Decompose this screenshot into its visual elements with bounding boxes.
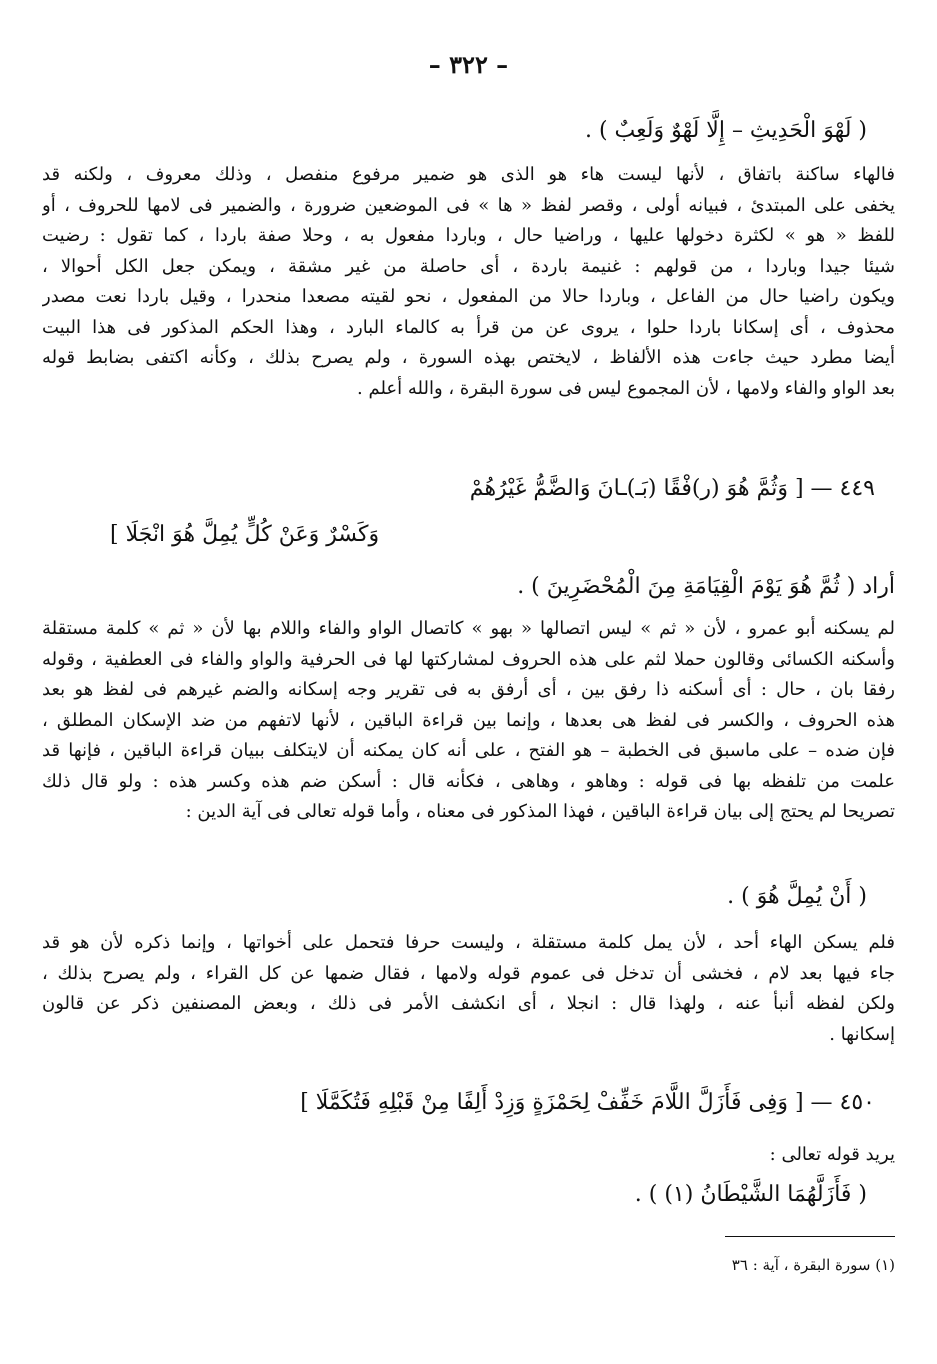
paragraph-line: أيضا مطرد حيث جاءت هذه الألفاظ ، لايختص بهذه السورة ، ولم يصرح بذلك ، وكأنه اكتفى بضابط قوله xyxy=(42,347,895,368)
paragraph-line: فالهاء ساكنة باتفاق ، لأنها ليست هاء هو الذى هو ضمير مرفوع منفصل ، وذلك معروف ، ولكنه قد xyxy=(42,164,895,185)
paragraph-line: إسكانها . xyxy=(829,1023,895,1045)
paragraph-line: بعد الواو والفاء ولامها ، لأن المجموع ليس فى سورة البقرة ، والله أعلم . xyxy=(357,377,895,399)
footnote-divider xyxy=(725,1236,895,1237)
paragraph-line: ولكن لفظه أنبأ عنه ، ولهذا قال : انجلا ، أى انكشف الأمر فى ذلك ، وبعض المصنفين ذكر عن قالون xyxy=(42,993,895,1014)
verse-450: ٤٥٠ — [ وَفِى فَأَزَلَّ اللَّامَ خَفِّفْ لِحَمْزَةٍ وَزِدْ أَلِفًا مِنْ قَبْلِهِ فَتُكَمَّلَا ] xyxy=(300,1090,875,1115)
quranic-quote-2: أراد ( ثُمَّ هُوَ يَوْمَ الْقِيَامَةِ مِنَ الْمُحْضَرِينَ ) . xyxy=(517,574,895,599)
paragraph-3 xyxy=(42,928,895,1050)
footnote: (١) سورة البقرة ، آية : ٣٦ xyxy=(731,1256,895,1274)
paragraph-line: وأسكنه الكسائى وقالون حملا لثم على هذه الحروف لمشاركتها لها فى الحرفية والواو والفاء فى العطفية ، وقوله xyxy=(42,648,895,670)
paragraph-line: للفظ « هو » لكثرة دخولها عليها ، وراضيا حال ، وباردا مفعول به ، وحلا صفة باردا ، كما تقول : رضيت xyxy=(42,225,895,246)
quranic-quote-3: ( أَنْ يُمِلَّ هُوَ ) . xyxy=(727,884,867,909)
paragraph-line: شيئا جيدا وباردا ، من قولهم : غنيمة باردة ، أى حاصلة من غير مشقة ، ويمكن جعل الكل أحوالا ، xyxy=(42,255,895,277)
paragraph-line: تصريحا لم يحتج إلى بيان قراءة الباقين ، فهذا المذكور فى معناه ، وأما قوله تعالى فى آية الدين : xyxy=(185,801,895,822)
paragraph-line: يريد قوله تعالى : xyxy=(769,1144,895,1165)
paragraph-line: علمت من تلفظه بها فى قوله : وهاهو ، وهاهى ، فكأنه قال : أسكن ضم هذه وكسر هذه : ولو قال ذلك xyxy=(42,770,895,792)
paragraph-1 xyxy=(42,160,895,404)
page-number: – ٣٢٢ – xyxy=(428,50,509,79)
paragraph-line: فإن ضده – على ماسبق فى الخطبة – هو الفتح ، على أنه كان يمكنه أن لايتكلف ببيان قراءة الباقين ، فإنها قد xyxy=(42,740,895,761)
paragraph-line: لم يسكنه أبو عمرو ، لأن « ثم » ليس اتصالها « بهو » كاتصال الواو والفاء واللام بها لأن « ثم » كلمة مستقلة xyxy=(42,618,895,639)
paragraph-4 xyxy=(42,1140,895,1171)
quranic-quote-4: ( فَأَزَلَّهُمَا الشَّيْطَانُ (١) ) . xyxy=(634,1182,867,1207)
verse-449-line-1: ٤٤٩ — [ وَثُمَّ هُوَ (ر)فْقًا (بَـ)ـانَ وَالضَّمُّ غَيْرُهُمْ xyxy=(469,476,875,501)
verse-449-line-2: وَكَسْرٌ وَعَنْ كُلٍّ يُمِلَّ هُوَ انْجَلَا ] xyxy=(110,522,380,547)
paragraph-line: يخفى على المبتدئ ، فبيانه أولى ، وقصر لفظ « ها » فى الموضعين ضرورة ، والضمير فى لامها للحروف ، أو xyxy=(42,194,895,216)
paragraph-line: محذوف ، أى إسكانا باردا حلوا ، يروى عن من قرأ به كالماء البارد ، وهذا الحكم المذكور فى هذا البيت xyxy=(42,316,895,338)
paragraph-2 xyxy=(42,614,895,828)
paragraph-line: جاء فيها بعد لام ، فخشى أن تدخل فى عموم قوله ولامها ، فقال ضمها عن كل القراء ، ولم يصرح بذلك ، xyxy=(42,962,895,984)
paragraph-line: فلم يسكن الهاء أحد ، لأن يمل كلمة مستقلة ، وليست حرفا فتحمل على أخواتها ، وإنما ذكره لأن هو قد xyxy=(42,932,895,953)
paragraph-line: ويكون راضيا حال من الفاعل ، وباردا حالا من المفعول ، نحو لقيته مصعدا منحدرا ، وقيل باردا نعت مصدر xyxy=(42,286,895,307)
quranic-quote-1: ( لَهْوَ الْحَدِيثِ – إِلَّا لَهْوٌ وَلَعِبٌ ) . xyxy=(584,118,867,143)
paragraph-line: رفقا بان ، حال : أى أسكنه ذا رفق بين ، أى أرفق به فى تقرير وجه إسكانه والضم غيرهم فى لفظ هو بعد xyxy=(42,679,895,700)
paragraph-line: هذه الحروف ، والكسر فى لفظ هى بعدها ، وإنما بين قراءة الباقين ، لأنها لاتفهم من ضد الإسكان المطلق ، xyxy=(42,709,895,731)
